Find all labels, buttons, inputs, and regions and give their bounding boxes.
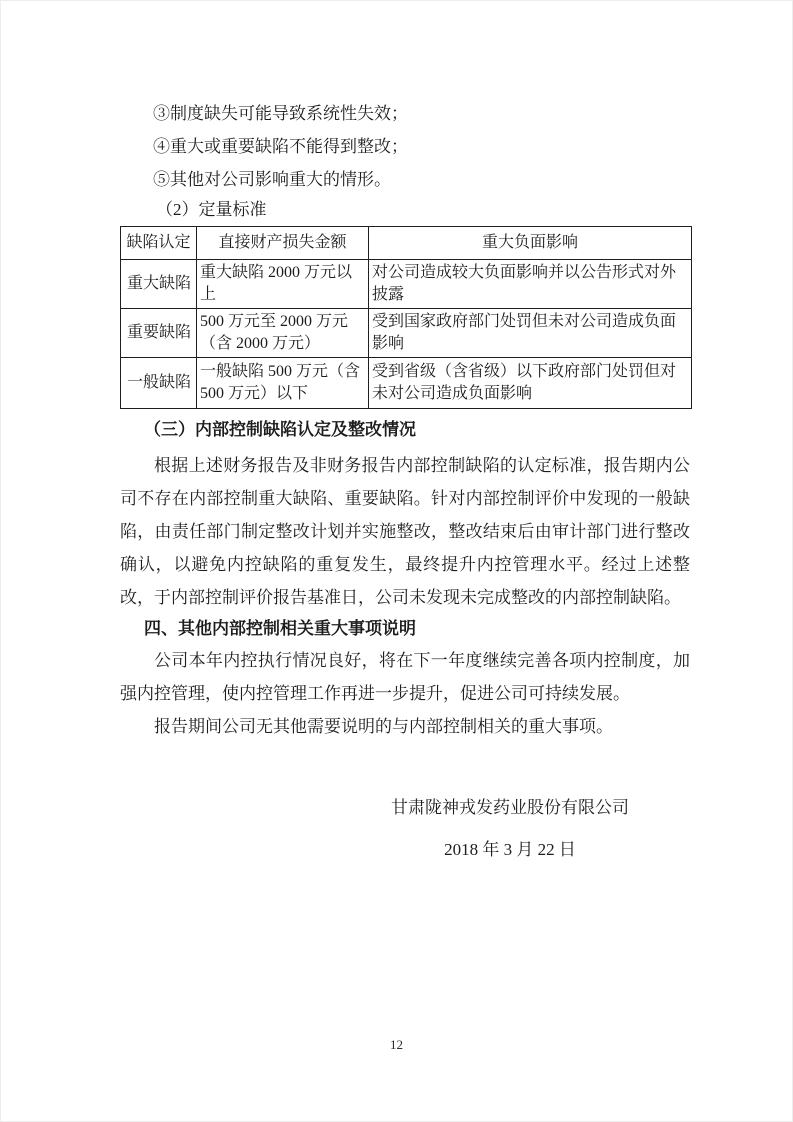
qualitative-criterion-5: ⑤其他对公司影响重大的情形。 [153, 170, 391, 189]
section-4-paragraph-2: 报告期间公司无其他需要说明的与内部控制相关的重大事项。 [154, 717, 613, 736]
table-cell: 重大缺陷 [121, 260, 197, 309]
table-cell: 重要缺陷 [121, 309, 197, 358]
table-header-deficiency: 缺陷认定 [121, 227, 197, 260]
section-3-paragraph: 根据上述财务报告及非财务报告内部控制缺陷的认定标准，报告期内公司不存在内部控制重大缺陷、重要缺陷。针对内部控制评价中发现的一般缺陷，由责任部门制定整改计划并实施整改，整改结束后由审计部门进行整改确认，以避免内控缺陷的重复发生，最终提升内控管理水平。经过上述整改，于内部控制评价报告基准日，公司未发现未完成整改的内部控制缺陷。 [120, 456, 690, 607]
section-4-heading: 四、其他内部控制相关重大事项说明 [144, 619, 416, 638]
table-header-negative-impact: 重大负面影响 [369, 227, 692, 260]
table-cell: 500 万元至 2000 万元（含 2000 万元） [197, 309, 369, 358]
table-cell: 受到省级（含省级）以下政府部门处罚但对未对公司造成负面影响 [369, 358, 692, 409]
signature-company: 甘肃陇神戎发药业股份有限公司 [391, 798, 629, 817]
table-cell: 受到国家政府部门处罚但未对公司造成负面影响 [369, 309, 692, 358]
qualitative-criterion-4: ④重大或重要缺陷不能得到整改； [153, 137, 408, 156]
quantitative-standard-subheading: （2）定量标准 [156, 200, 267, 219]
table-cell: 一般缺陷 500 万元（含 500 万元）以下 [197, 358, 369, 409]
section-3-heading: （三）内部控制缺陷认定及整改情况 [144, 420, 416, 439]
table-header-loss-amount: 直接财产损失金额 [197, 227, 369, 260]
table-header-row [121, 227, 692, 260]
qualitative-criterion-3: ③制度缺失可能导致系统性失效； [153, 104, 408, 123]
page-number: 12 [390, 1037, 403, 1052]
section-4-paragraph-1: 公司本年内控执行情况良好，将在下一年度继续完善各项内控制度，加强内控管理，使内控管理工作再进一步提升，促进公司可持续发展。 [120, 651, 690, 703]
table-row [121, 309, 692, 358]
deficiency-criteria-table [120, 226, 692, 409]
table-cell: 重大缺陷 2000 万元以上 [197, 260, 369, 309]
table-row [121, 260, 692, 309]
signature-block [320, 791, 700, 866]
table-row [121, 358, 692, 409]
signature-date: 2018 年 3 月 22 日 [444, 840, 576, 859]
table-cell: 对公司造成较大负面影响并以公告形式对外披露 [369, 260, 692, 309]
table-cell: 一般缺陷 [121, 358, 197, 409]
